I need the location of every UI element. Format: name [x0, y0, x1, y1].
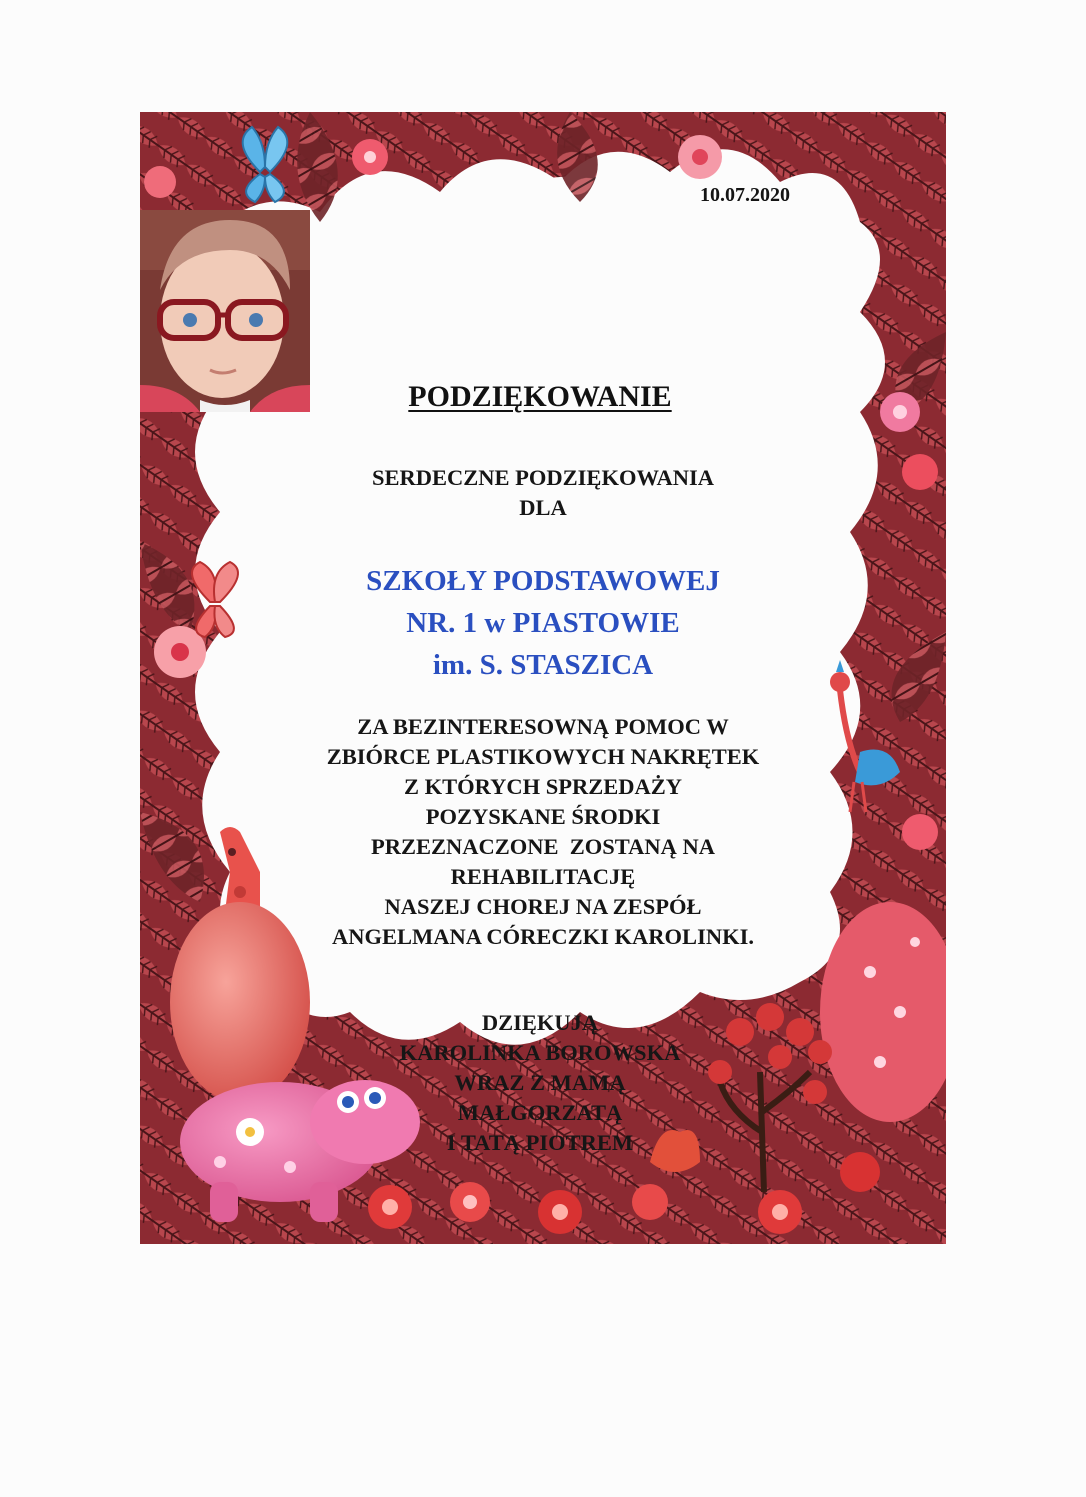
recipient-line: NR. 1 w PIASTOWIE [406, 607, 680, 639]
reason-block [218, 712, 868, 952]
reason-line: POZYSKANE ŚRODKI [425, 804, 661, 829]
recipient-school-block [243, 560, 843, 686]
date-label: 10.07.2020 [700, 184, 790, 206]
reason-line: ZBIÓRCE PLASTIKOWYCH NAKRĘTEK [326, 744, 760, 769]
greeting-block [243, 463, 843, 523]
thank-you-certificate [140, 112, 946, 1244]
signature-line: I TATĄ PIOTREM [446, 1130, 634, 1155]
reason-line: PRZEZNACZONE ZOSTANĄ NA [370, 834, 715, 859]
signature-line: KAROLINKA BOROWSKA [399, 1040, 681, 1065]
greeting-line: SERDECZNE PODZIĘKOWANIA [372, 465, 714, 490]
signature-block [290, 1008, 790, 1158]
greeting-line: DLA [519, 495, 567, 520]
reason-line: NASZEJ CHOREJ NA ZESPÓŁ [384, 894, 702, 919]
signature-line: MAŁGORZATĄ [457, 1100, 623, 1125]
reason-line: ZA BEZINTERESOWNĄ POMOC W [357, 714, 729, 739]
page-title: PODZIĘKOWANIE [408, 380, 672, 413]
recipient-line: SZKOŁY PODSTAWOWEJ [366, 565, 720, 597]
signature-line: DZIĘKUJĄ [481, 1010, 599, 1035]
signature-line: WRAZ Z MAMĄ [454, 1070, 626, 1095]
child-portrait-photo [140, 210, 310, 412]
recipient-line: im. S. STASZICA [432, 649, 654, 681]
reason-line: ANGELMANA CÓRECZKI KAROLINKI. [332, 924, 754, 949]
reason-line: REHABILITACJĘ [450, 864, 636, 889]
reason-line: Z KTÓRYCH SPRZEDAŻY [404, 774, 682, 799]
